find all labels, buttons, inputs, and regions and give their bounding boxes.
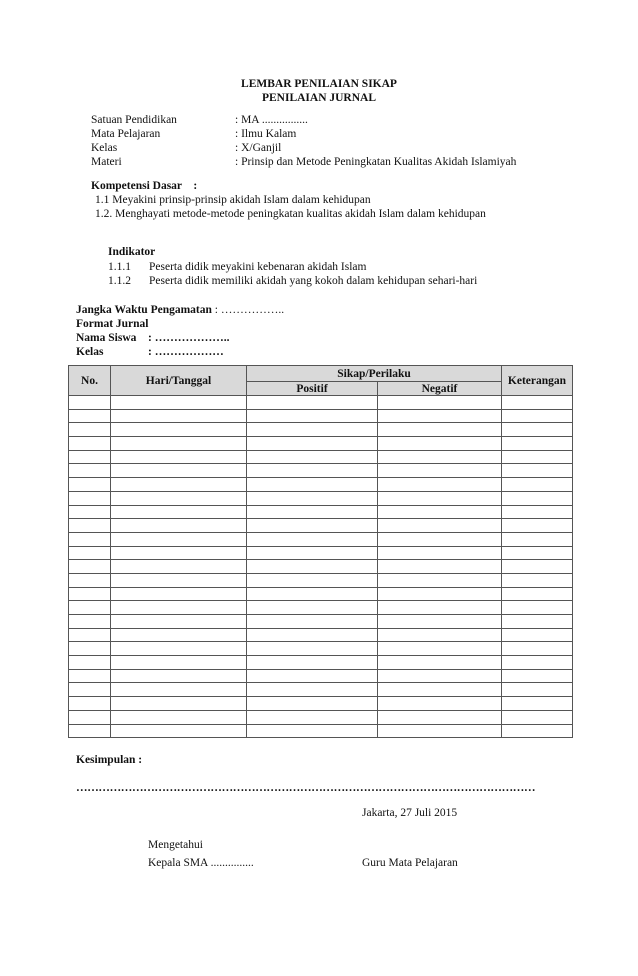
cell-negatif xyxy=(378,519,502,533)
table-row xyxy=(69,532,573,546)
cell-date xyxy=(111,478,247,492)
indikator-number: 1.1.1 xyxy=(108,261,131,273)
cell-positif xyxy=(247,669,378,683)
col-header-no: No. xyxy=(69,366,111,396)
cell-no xyxy=(69,656,111,670)
cell-keterangan xyxy=(502,642,573,656)
cell-negatif xyxy=(378,450,502,464)
identity-value-materi: : Prinsip dan Metode Peningkatan Kualitas Akidah Islamiyah xyxy=(235,156,517,168)
cell-date xyxy=(111,450,247,464)
cell-date xyxy=(111,464,247,478)
cell-negatif xyxy=(378,464,502,478)
table-row xyxy=(69,615,573,629)
cell-keterangan xyxy=(502,683,573,697)
cell-no xyxy=(69,669,111,683)
identity-label-kelas: Kelas xyxy=(91,142,118,154)
table-row xyxy=(69,656,573,670)
cell-keterangan xyxy=(502,573,573,587)
table-row xyxy=(69,628,573,642)
cell-positif xyxy=(247,478,378,492)
indikator-text: Peserta didik memiliki akidah yang kokoh dalam kehidupan sehari-hari xyxy=(149,275,478,287)
journal-table-body xyxy=(69,396,573,738)
cell-date xyxy=(111,669,247,683)
cell-negatif xyxy=(378,423,502,437)
cell-positif xyxy=(247,491,378,505)
cell-keterangan xyxy=(502,532,573,546)
cell-no xyxy=(69,450,111,464)
cell-date xyxy=(111,437,247,451)
cell-keterangan xyxy=(502,697,573,711)
mengetahui-label: Mengetahui xyxy=(148,839,203,851)
col-header-date: Hari/Tanggal xyxy=(111,366,247,396)
cell-positif xyxy=(247,615,378,629)
cell-no xyxy=(69,697,111,711)
jangka-waktu-label: Jangka Waktu Pengamatan xyxy=(76,304,212,316)
cell-positif xyxy=(247,560,378,574)
cell-negatif xyxy=(378,491,502,505)
nama-siswa-label: Nama Siswa xyxy=(76,332,137,344)
cell-date xyxy=(111,601,247,615)
table-row xyxy=(69,491,573,505)
cell-no xyxy=(69,710,111,724)
cell-date xyxy=(111,697,247,711)
kepala-sekolah-label: Kepala SMA ............... xyxy=(148,857,254,869)
cell-no xyxy=(69,724,111,738)
table-row xyxy=(69,697,573,711)
table-row xyxy=(69,505,573,519)
cell-date xyxy=(111,396,247,410)
cell-date xyxy=(111,587,247,601)
cell-date xyxy=(111,560,247,574)
kompetensi-item: 1.2. Menghayati metode-metode peningkatan kualitas akidah Islam dalam kehidupan xyxy=(95,208,486,220)
cell-date xyxy=(111,532,247,546)
kelas-value: : ……………… xyxy=(148,346,224,358)
cell-positif xyxy=(247,464,378,478)
table-row xyxy=(69,546,573,560)
cell-keterangan xyxy=(502,628,573,642)
cell-no xyxy=(69,573,111,587)
cell-date xyxy=(111,724,247,738)
cell-negatif xyxy=(378,601,502,615)
cell-keterangan xyxy=(502,396,573,410)
kesimpulan-dots: …………………………………………………………………………………………………………… xyxy=(76,782,536,794)
cell-no xyxy=(69,628,111,642)
cell-positif xyxy=(247,573,378,587)
cell-keterangan xyxy=(502,423,573,437)
cell-negatif xyxy=(378,642,502,656)
cell-negatif xyxy=(378,615,502,629)
table-row xyxy=(69,587,573,601)
kompetensi-heading: Kompetensi Dasar : xyxy=(91,180,198,192)
cell-no xyxy=(69,409,111,423)
cell-date xyxy=(111,615,247,629)
identity-label-mapel: Mata Pelajaran xyxy=(91,128,161,140)
cell-positif xyxy=(247,396,378,410)
cell-negatif xyxy=(378,669,502,683)
cell-date xyxy=(111,683,247,697)
table-row xyxy=(69,450,573,464)
col-header-sikap: Sikap/Perilaku xyxy=(247,366,502,382)
cell-date xyxy=(111,628,247,642)
cell-no xyxy=(69,423,111,437)
cell-negatif xyxy=(378,697,502,711)
cell-positif xyxy=(247,532,378,546)
table-row xyxy=(69,437,573,451)
kesimpulan-label: Kesimpulan : xyxy=(76,754,143,766)
table-row xyxy=(69,683,573,697)
cell-keterangan xyxy=(502,409,573,423)
cell-keterangan xyxy=(502,710,573,724)
guru-label: Guru Mata Pelajaran xyxy=(362,857,458,869)
cell-no xyxy=(69,601,111,615)
table-row xyxy=(69,519,573,533)
table-row xyxy=(69,478,573,492)
cell-date xyxy=(111,573,247,587)
cell-keterangan xyxy=(502,601,573,615)
jangka-waktu-line xyxy=(76,304,284,316)
page-title: LEMBAR PENILAIAN SIKAP xyxy=(241,78,397,90)
indikator-heading: Indikator xyxy=(108,246,156,258)
cell-keterangan xyxy=(502,450,573,464)
cell-positif xyxy=(247,642,378,656)
identity-value-mapel: : Ilmu Kalam xyxy=(235,128,297,140)
cell-keterangan xyxy=(502,491,573,505)
cell-positif xyxy=(247,724,378,738)
cell-no xyxy=(69,587,111,601)
indikator-text: Peserta didik meyakini kebenaran akidah Islam xyxy=(149,261,367,273)
cell-date xyxy=(111,491,247,505)
cell-negatif xyxy=(378,628,502,642)
cell-negatif xyxy=(378,546,502,560)
table-row xyxy=(69,601,573,615)
table-row xyxy=(69,573,573,587)
cell-no xyxy=(69,546,111,560)
cell-positif xyxy=(247,628,378,642)
cell-positif xyxy=(247,450,378,464)
identity-label-materi: Materi xyxy=(91,156,122,168)
cell-no xyxy=(69,532,111,546)
col-header-positif: Positif xyxy=(247,382,378,396)
cell-no xyxy=(69,491,111,505)
cell-no xyxy=(69,683,111,697)
table-row xyxy=(69,560,573,574)
cell-positif xyxy=(247,546,378,560)
cell-keterangan xyxy=(502,437,573,451)
table-row xyxy=(69,669,573,683)
jangka-waktu-value: : …………….. xyxy=(211,304,285,316)
identity-value-satuan: : MA ................ xyxy=(235,114,308,126)
cell-no xyxy=(69,505,111,519)
cell-positif xyxy=(247,437,378,451)
table-row xyxy=(69,642,573,656)
format-jurnal-label: Format Jurnal xyxy=(76,318,149,330)
cell-positif xyxy=(247,423,378,437)
table-row xyxy=(69,724,573,738)
cell-keterangan xyxy=(502,615,573,629)
cell-positif xyxy=(247,697,378,711)
cell-negatif xyxy=(378,437,502,451)
cell-no xyxy=(69,464,111,478)
nama-siswa-value: : ……………….. xyxy=(148,332,230,344)
cell-keterangan xyxy=(502,478,573,492)
cell-negatif xyxy=(378,683,502,697)
cell-date xyxy=(111,409,247,423)
cell-negatif xyxy=(378,573,502,587)
cell-date xyxy=(111,710,247,724)
cell-keterangan xyxy=(502,519,573,533)
cell-positif xyxy=(247,710,378,724)
cell-keterangan xyxy=(502,587,573,601)
cell-positif xyxy=(247,656,378,670)
cell-negatif xyxy=(378,587,502,601)
kelas-label: Kelas xyxy=(76,346,104,358)
cell-negatif xyxy=(378,505,502,519)
identity-value-kelas: : X/Ganjil xyxy=(235,142,282,154)
cell-date xyxy=(111,519,247,533)
cell-no xyxy=(69,560,111,574)
cell-date xyxy=(111,642,247,656)
table-row xyxy=(69,409,573,423)
identity-label-satuan: Satuan Pendidikan xyxy=(91,114,177,126)
cell-no xyxy=(69,642,111,656)
cell-positif xyxy=(247,683,378,697)
cell-no xyxy=(69,519,111,533)
cell-keterangan xyxy=(502,505,573,519)
cell-negatif xyxy=(378,656,502,670)
cell-date xyxy=(111,505,247,519)
cell-negatif xyxy=(378,560,502,574)
cell-negatif xyxy=(378,396,502,410)
col-header-keterangan: Keterangan xyxy=(502,366,573,396)
cell-positif xyxy=(247,519,378,533)
kompetensi-item: 1.1 Meyakini prinsip-prinsip akidah Islam dalam kehidupan xyxy=(95,194,371,206)
cell-positif xyxy=(247,601,378,615)
cell-no xyxy=(69,396,111,410)
cell-no xyxy=(69,437,111,451)
cell-keterangan xyxy=(502,669,573,683)
table-row xyxy=(69,423,573,437)
page-subtitle: PENILAIAN JURNAL xyxy=(261,92,377,104)
cell-keterangan xyxy=(502,464,573,478)
cell-keterangan xyxy=(502,560,573,574)
table-row xyxy=(69,710,573,724)
journal-table xyxy=(68,365,573,738)
cell-negatif xyxy=(378,724,502,738)
table-row xyxy=(69,464,573,478)
cell-date xyxy=(111,423,247,437)
cell-negatif xyxy=(378,478,502,492)
cell-negatif xyxy=(378,532,502,546)
indikator-number: 1.1.2 xyxy=(108,275,131,287)
table-row xyxy=(69,396,573,410)
cell-negatif xyxy=(378,710,502,724)
col-header-negatif: Negatif xyxy=(378,382,502,396)
cell-date xyxy=(111,656,247,670)
cell-positif xyxy=(247,587,378,601)
cell-keterangan xyxy=(502,546,573,560)
cell-no xyxy=(69,478,111,492)
cell-positif xyxy=(247,505,378,519)
cell-keterangan xyxy=(502,724,573,738)
cell-keterangan xyxy=(502,656,573,670)
cell-negatif xyxy=(378,409,502,423)
place-date: Jakarta, 27 Juli 2015 xyxy=(362,807,458,819)
cell-positif xyxy=(247,409,378,423)
cell-date xyxy=(111,546,247,560)
cell-no xyxy=(69,615,111,629)
